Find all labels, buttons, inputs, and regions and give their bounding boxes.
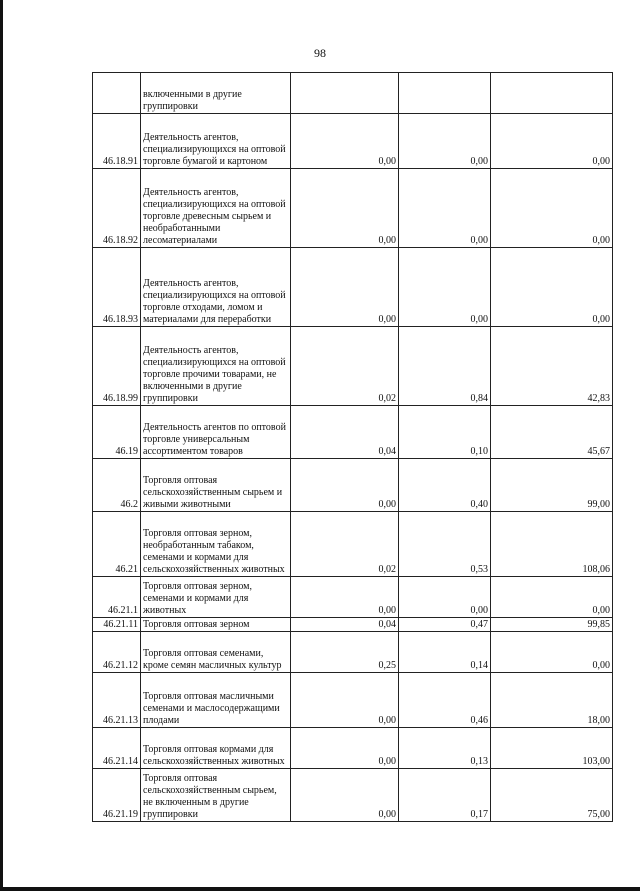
row-value-1: 0,02	[291, 512, 399, 577]
row-value-2: 0,00	[399, 114, 491, 169]
row-value-3: 45,67	[491, 406, 613, 459]
table-body	[93, 73, 613, 822]
table-row	[93, 169, 613, 248]
row-name: Торговля оптовая сельскохозяйственным сырьем и живыми животными	[141, 459, 291, 512]
row-code: 46.21.1	[93, 577, 141, 618]
row-name: Торговля оптовая зерном	[141, 618, 291, 632]
row-value-1	[291, 73, 399, 114]
page-number: 98	[314, 46, 326, 60]
table-row	[93, 769, 613, 822]
row-code: 46.21.14	[93, 728, 141, 769]
row-name: включенными в другие группировки	[141, 73, 291, 114]
table-row	[93, 728, 613, 769]
row-code	[93, 73, 141, 114]
row-code: 46.21.19	[93, 769, 141, 822]
row-value-2: 0,14	[399, 632, 491, 673]
row-value-2: 0,46	[399, 673, 491, 728]
row-code: 46.21.11	[93, 618, 141, 632]
row-value-1: 0,04	[291, 618, 399, 632]
row-code: 46.2	[93, 459, 141, 512]
row-value-2: 0,00	[399, 577, 491, 618]
row-value-3: 42,83	[491, 327, 613, 406]
row-value-2: 0,17	[399, 769, 491, 822]
row-value-2: 0,13	[399, 728, 491, 769]
row-value-2	[399, 73, 491, 114]
row-name: Деятельность агентов по оптовой торговле универсальным ассортиментом товаров	[141, 406, 291, 459]
row-value-1: 0,00	[291, 248, 399, 327]
row-value-2: 0,47	[399, 618, 491, 632]
row-value-1: 0,00	[291, 459, 399, 512]
row-code: 46.21.12	[93, 632, 141, 673]
row-code: 46.18.93	[93, 248, 141, 327]
row-code: 46.21	[93, 512, 141, 577]
table-row	[93, 512, 613, 577]
scan-edge-bottom	[0, 887, 640, 891]
row-value-1: 0,00	[291, 728, 399, 769]
table-row	[93, 248, 613, 327]
row-value-3: 0,00	[491, 577, 613, 618]
row-name: Деятельность агентов, специализирующихся на оптовой торговле отходами, ломом и материалами для переработки	[141, 248, 291, 327]
row-value-1: 0,00	[291, 769, 399, 822]
row-value-3: 103,00	[491, 728, 613, 769]
row-value-1: 0,00	[291, 114, 399, 169]
row-value-3: 0,00	[491, 114, 613, 169]
scan-edge-left	[0, 0, 3, 891]
activity-table	[92, 72, 613, 822]
row-value-3	[491, 73, 613, 114]
row-value-2: 0,00	[399, 248, 491, 327]
row-value-3: 0,00	[491, 248, 613, 327]
table-row	[93, 327, 613, 406]
row-name: Деятельность агентов, специализирующихся на оптовой торговле бумагой и картоном	[141, 114, 291, 169]
row-value-2: 0,40	[399, 459, 491, 512]
row-code: 46.18.99	[93, 327, 141, 406]
row-name: Торговля оптовая семенами, кроме семян масличных культур	[141, 632, 291, 673]
row-value-3: 99,00	[491, 459, 613, 512]
table-row	[93, 73, 613, 114]
row-name: Торговля оптовая масличными семенами и маслосодержащими плодами	[141, 673, 291, 728]
table-row	[93, 632, 613, 673]
table-row	[93, 673, 613, 728]
row-name: Торговля оптовая сельскохозяйственным сырьем, не включенным в другие группировки	[141, 769, 291, 822]
row-value-2: 0,00	[399, 169, 491, 248]
row-value-1: 0,25	[291, 632, 399, 673]
row-value-1: 0,04	[291, 406, 399, 459]
table-row	[93, 114, 613, 169]
row-name: Торговля оптовая зерном, необработанным табаком, семенами и кормами для сельскохозяйственных животных	[141, 512, 291, 577]
table-row	[93, 577, 613, 618]
row-value-2: 0,84	[399, 327, 491, 406]
row-value-1: 0,00	[291, 673, 399, 728]
row-value-2: 0,53	[399, 512, 491, 577]
row-name: Деятельность агентов, специализирующихся на оптовой торговле древесным сырьем и необработанными лесоматериалами	[141, 169, 291, 248]
row-value-3: 99,85	[491, 618, 613, 632]
table-row	[93, 459, 613, 512]
row-name: Деятельность агентов, специализирующихся на оптовой торговле прочими товарами, не включенными в другие группировки	[141, 327, 291, 406]
row-value-1: 0,00	[291, 577, 399, 618]
row-value-2: 0,10	[399, 406, 491, 459]
row-code: 46.18.91	[93, 114, 141, 169]
row-value-3: 75,00	[491, 769, 613, 822]
row-value-3: 108,06	[491, 512, 613, 577]
row-value-1: 0,02	[291, 327, 399, 406]
row-value-3: 0,00	[491, 169, 613, 248]
table-row	[93, 618, 613, 632]
row-value-3: 0,00	[491, 632, 613, 673]
row-code: 46.19	[93, 406, 141, 459]
row-code: 46.21.13	[93, 673, 141, 728]
row-value-3: 18,00	[491, 673, 613, 728]
row-name: Торговля оптовая кормами для сельскохозяйственных животных	[141, 728, 291, 769]
row-code: 46.18.92	[93, 169, 141, 248]
row-value-1: 0,00	[291, 169, 399, 248]
table-row	[93, 406, 613, 459]
row-name: Торговля оптовая зерном, семенами и кормами для животных	[141, 577, 291, 618]
